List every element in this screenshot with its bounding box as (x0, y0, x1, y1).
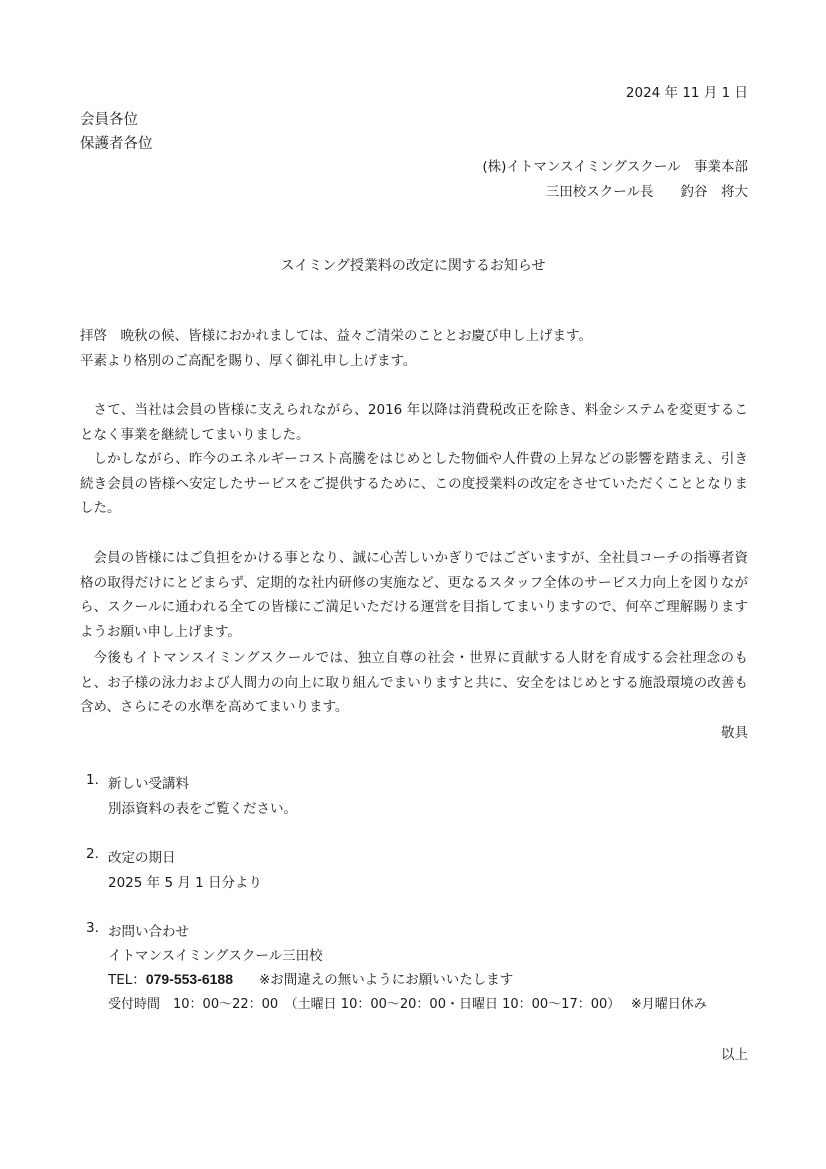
body-paragraph-1: さて、当社は会員の皆様に支えられながら、2016 年以降は消費税改正を除き、料金システムを変更することなく事業を継続してまいりました。 (80, 402, 748, 443)
contact-hours: 受付時間 10：00～22：00 （土曜日 10：00～20：00・日曜日 10：00～17：00） ※月曜日休み (108, 997, 707, 1012)
recipient-members: 会員各位 (80, 112, 138, 128)
item-number: 1. (86, 772, 99, 788)
item-heading: 改定の期日 (108, 850, 176, 866)
tel-label: TEL： (108, 972, 146, 988)
tel-number: 079-553-6188 (145, 971, 233, 987)
greeting-line: 平素より格別のご高配を賜り、厚く御礼申し上げます。 (80, 352, 417, 369)
sender-person: 三田校スクール長 釣谷 将大 (545, 184, 748, 200)
item-heading: お問い合わせ (108, 924, 189, 940)
date: 2024 年 11 月 1 日 (625, 85, 748, 101)
body-paragraph-2: しかしながら、昨今のエネルギーコスト高騰をはじめとした物価や人件費の上昇などの影響を踏まえ、引き続き会員の皆様へ安定したサービスをご提供するために、この度授業料の改定をさせていただくこととなりました。 (80, 451, 748, 516)
item-detail: 2025 年 5 月 1 日分より (108, 875, 262, 891)
item-detail: 別添資料の表をご覧ください。 (108, 801, 297, 817)
body-paragraph-3: 会員の皆様にはご負担をかける事となり、誠に心苦しいかぎりではございますが、全社員コーチの指導者資格の取得だけにとどまらず、定期的な社内研修の実施など、更なるスタッフ全体のサービス力向上を図りながら、スクールに通われる全ての皆様にご満足いただける運営を目指してまいりますので、何卒ご理解賜りますようお願い申し上げます。 (80, 550, 748, 640)
closing-keigu: 敬具 (721, 725, 748, 741)
closing-ijou: 以上 (721, 1047, 748, 1063)
item-detail: イトマンスイミングスクール三田校 (108, 948, 323, 964)
document-title: スイミング授業料の改定に関するお知らせ (280, 258, 546, 274)
body-paragraph-4: 今後もイトマンスイミングスクールでは、独立自尊の社会・世界に貢献する人財を育成する会社理念のもと、お子様の泳力および人間力の向上に取り組んでまいりますと共に、安全をはじめとする施設環境の改善も含め、さらにその水準を高めてまいります。 (80, 650, 748, 715)
greeting (80, 324, 748, 373)
greeting-line: 拝啓 晩秋の候、皆様におかれましては、益々ご清栄のこととお慶び申し上げます。 (80, 328, 592, 344)
item-number: 2. (86, 846, 99, 862)
tel-note: ※お間違えの無いようにお願いいたします (259, 972, 514, 988)
contact-tel-row (108, 968, 513, 988)
recipient-guardians: 保護者各位 (80, 136, 153, 152)
item-heading: 新しい受講料 (108, 776, 189, 792)
item-number: 3. (86, 920, 99, 936)
sender-organization: (株)イトマンスイミングスクール 事業本部 (482, 159, 748, 175)
